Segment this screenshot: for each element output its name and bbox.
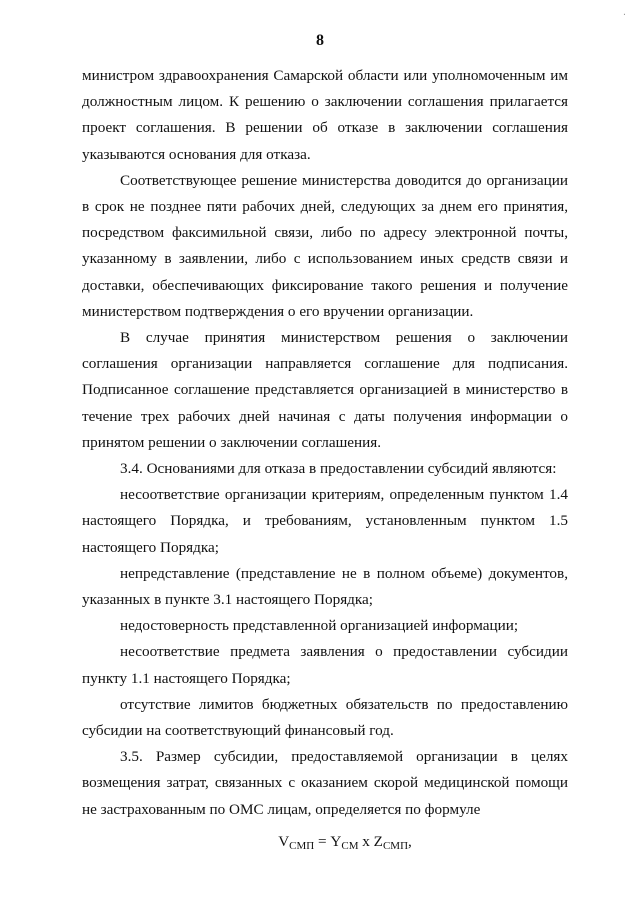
formula-y-sub: СМ	[341, 839, 359, 852]
document-body	[82, 63, 568, 859]
formula-y: Y	[330, 832, 342, 850]
paragraph-2: Соответствующее решение министерства доводится до организации в срок не позднее пяти рабочих дней, следующих за днем его принятия, посредством факсимильной связи, либо по адресу электронной почты, указанному в заявлении, либо с использованием иных средств связи и доставки, обеспечивающих фиксирование такого решения и получение министерством подтверждения о его вручении организации.	[82, 171, 568, 320]
paragraph-refusal-2: непредставление (представление не в полном объеме) документов, указанных в пункте 3.1 настоящего Порядка;	[82, 564, 568, 609]
paragraph-3-4-heading: 3.4. Основаниями для отказа в предоставлении субсидий являются:	[120, 460, 557, 478]
formula-times: x	[358, 832, 374, 850]
paragraph-refusal-4: несоответствие предмета заявления о предоставлении субсидии пункту 1.1 настоящего Порядка;	[82, 643, 568, 687]
paragraph-refusal-5: отсутствие лимитов бюджетных обязательств по предоставлению субсидии на соответствующий финансовый год.	[82, 695, 568, 740]
formula-z: Z	[373, 832, 383, 850]
page-number: 8	[316, 32, 324, 49]
paragraph-3-5: 3.5. Размер субсидии, предоставляемой организации в целях возмещения затрат, связанных с оказанием скорой медицинской помощи не застрахованным по ОМС лицам, определяется по формуле	[82, 748, 568, 818]
formula-v: V	[278, 832, 290, 850]
paragraph-refusal-3: недостоверность представленной организацией информации;	[120, 617, 519, 635]
formula-tail: ,	[408, 832, 412, 850]
corner-mark: ·	[622, 10, 626, 21]
paragraph-refusal-1: несоответствие организации критериям, определенным пунктом 1.4 настоящего Порядка, и требованиям, установленным пунктом 1.5 настоящего Порядка;	[82, 486, 568, 556]
formula-eq: =	[314, 832, 331, 850]
formula-v-sub: СМП	[289, 839, 315, 852]
formula	[82, 829, 568, 859]
paragraph-1: министром здравоохранения Самарской области или уполномоченным им должностным лицом. К решению о заключении соглашения прилагается проект соглашения. В решении об отказе в заключении соглашения указываются основания для отказа.	[82, 67, 568, 163]
paragraph-3: В случае принятия министерством решения о заключении соглашения организации направляется соглашение для подписания. Подписанное соглашение представляется организацией в министерство в течение трех рабочих дней начиная с даты получения информации о принятом решении о заключении соглашения.	[82, 329, 568, 451]
formula-z-sub: СМП	[382, 839, 409, 852]
